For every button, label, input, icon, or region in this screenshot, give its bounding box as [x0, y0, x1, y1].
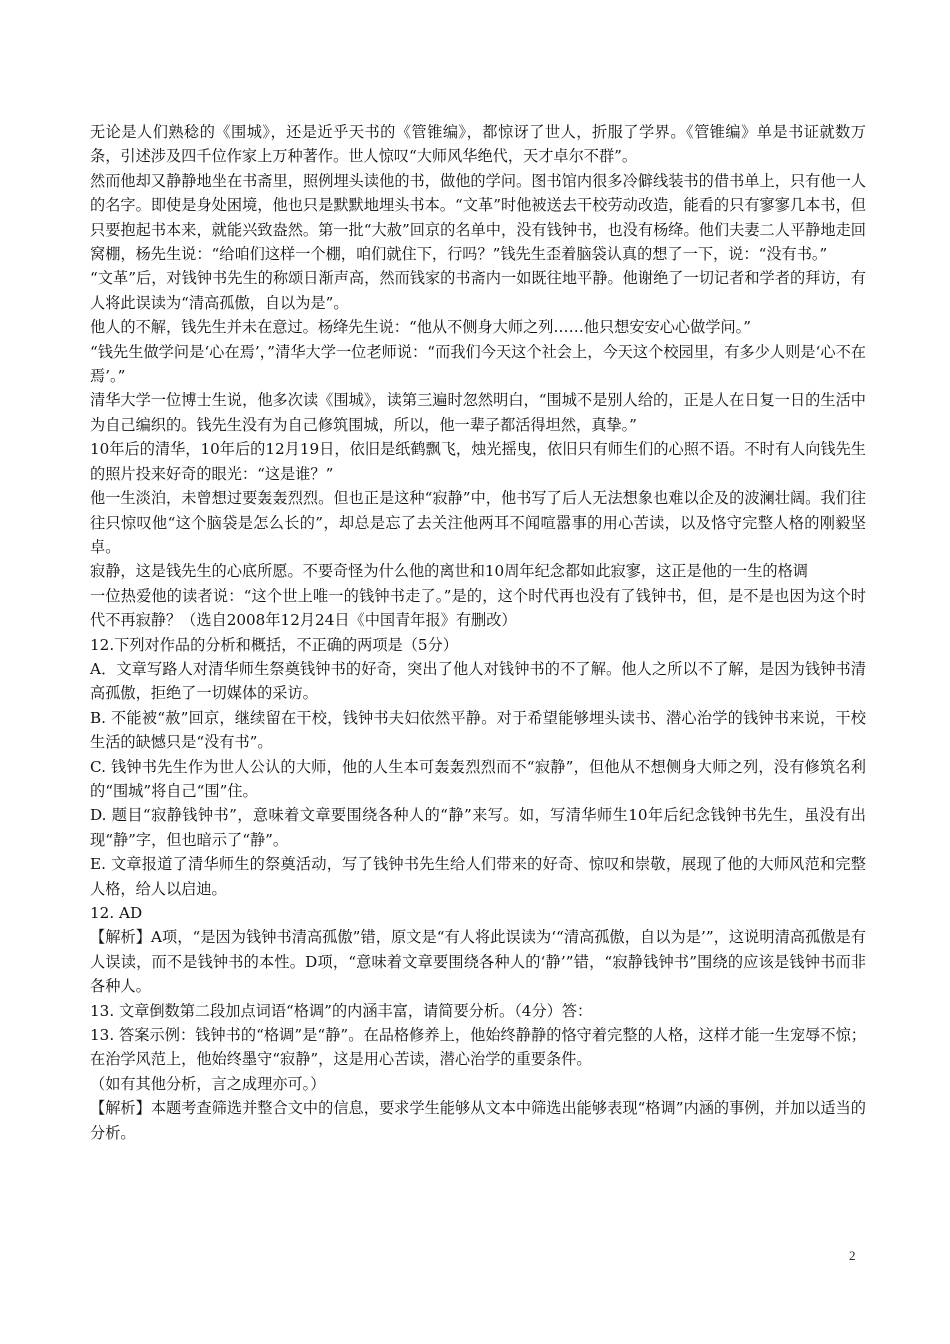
answer-13-note: （如有其他分析，言之成理亦可。） — [90, 1074, 326, 1093]
option-e: E. 文章报道了清华师生的祭奠活动，写了钱钟书先生给人们带来的好奇、惊叹和崇敬，展现了他的大师风范和完整人格，给人以启迪。 — [90, 855, 866, 898]
paragraph: “文革”后，对钱钟书先生的称颂日渐声高，然而钱家的书斋内一如既往地平静。他谢绝了一切记者和学者的拜访，有人将此误读为“清高孤傲，自以为是”。 — [90, 269, 866, 312]
question-12: 12.下列对作品的分析和概括，不正确的两项是（5分） — [90, 635, 458, 654]
answer-12: 12. AD — [90, 904, 143, 922]
option-b: B. 不能被“赦”回京，继续留在干校，钱钟书夫妇依然平静。对于希望能够埋头读书、潜心治学的钱钟书来说，干校生活的缺憾只是“没有书”。 — [90, 708, 866, 752]
question-13: 13. 文章倒数第二段加点词语“格调”的内涵丰富，请简要分析。（4分）答： — [90, 1001, 593, 1020]
paragraph: “钱先生做学问是‘心在焉’，”清华大学一位老师说：“而我们今天这个社会上，今天这个校园里，有多少人则是‘心不在焉’。” — [90, 342, 866, 386]
paragraph: 无论是人们熟稔的《围城》，还是近乎天书的《管锥编》，都惊讶了世人，折服了学界。《管锥编》单是书证就数万条，引述涉及四千位作家上万种著作。世人惊叹“大师风华绝代，天才卓尔不群”。 — [90, 123, 866, 166]
paragraph: 然而他却又静静地坐在书斋里，照例埋头读他的书，做他的学问。图书馆内很多冷僻线装书的借书单上，只有他一人的名字。即使是身处困境，他也只是默默地埋头书本。“文革”时他被送去干校劳动改造，能看的只有寥寥几本书，但只要抱起书本来，就能兴致盎然。第一批“大赦”回京的名单中，没有钱钟书，也没有杨绛。他们夫妻二人平静地走回窝棚，杨先生说：“给咱们这样一个棚，咱们就住下，行吗？”钱先生歪着脑袋认真的想了一下，说：“没有书。” — [90, 171, 866, 264]
option-c: C. 钱钟书先生作为世人公认的大师，他的人生本可轰轰烈烈而不“寂静”，但他从不想侧身大师之列，没有修筑名利的“围城”将自己“围”住。 — [90, 757, 866, 800]
document-body — [90, 120, 866, 1145]
answer-13: 13. 答案示例：钱钟书的“格调”是“静”。在品格修养上，他始终静静的恪守着完整的人格，这样才能一生宠辱不惊；在治学风范上，他始终墨守“寂静”，这是用心苦读，潜心治学的重要条件。 — [90, 1026, 866, 1069]
option-d: D. 题目“寂静钱钟书”，意味着文章要围绕各种人的“静”来写。如，写清华师生10年后纪念钱钟书先生，虽没有出现“静”字，但也暗示了“静”。 — [90, 806, 866, 849]
paragraph: 他一生淡泊，未曾想过要轰轰烈烈。但也正是这种“寂静”中，他书写了后人无法想象也难以企及的波澜壮阔。我们往往只惊叹他“这个脑袋是怎么长的”，却总是忘了去关注他两耳不闻喧嚣事的用心苦读，以及恪守完整人格的刚毅坚卓。 — [90, 489, 866, 556]
analysis-12: 【解析】A项，“是因为钱钟书清高孤傲”错，原文是“有人将此误读为‘“清高孤傲，自以为是’”，这说明清高孤傲是有人误读，而不是钱钟书的本性。D项，“意味着文章要围绕各种人的‘静’”错，“寂静钱钟书”围绕的应该是钱钟书而非各种人。 — [90, 928, 866, 996]
paragraph: 一位热爱他的读者说：“这个世上唯一的钱钟书走了。”是的，这个时代再也没有了钱钟书，但，是不是也因为这个时代不再寂静？（选自2008年12月24日《中国青年报》有删改） — [90, 586, 866, 630]
analysis-13: 【解析】本题考查筛选并整合文中的信息，要求学生能够从文本中筛选出能够表现“格调”内涵的事例，并加以适当的分析。 — [90, 1099, 866, 1142]
paragraph: 清华大学一位博士生说，他多次读《围城》，读第三遍时忽然明白，“围城不是别人给的，正是人在日复一日的生活中为自己编织的。钱先生没有为自己修筑围城，所以，他一辈子都活得坦然，真挚。” — [90, 391, 866, 434]
paragraph: 寂静，这是钱先生的心底所愿。不要奇怪为什么他的离世和10周年纪念都如此寂寥，这正是他的一生的格调 — [90, 562, 808, 581]
page-number: 2 — [849, 1248, 856, 1263]
option-a: A．文章写路人对清华师生祭奠钱钟书的好奇，突出了他人对钱钟书的不了解。他人之所以不了解，是因为钱钟书清高孤傲，拒绝了一切媒体的采访。 — [90, 659, 866, 703]
paragraph: 他人的不解，钱先生并未在意过。杨绛先生说：“他从不侧身大师之列……他只想安安心心做学问。” — [90, 318, 751, 337]
paragraph: 10年后的清华，10年后的12月19日，依旧是纸鹤飘飞，烛光摇曳，依旧只有师生们的心照不语。不时有人向钱先生的照片投来好奇的眼光：“这是谁？” — [90, 440, 866, 483]
